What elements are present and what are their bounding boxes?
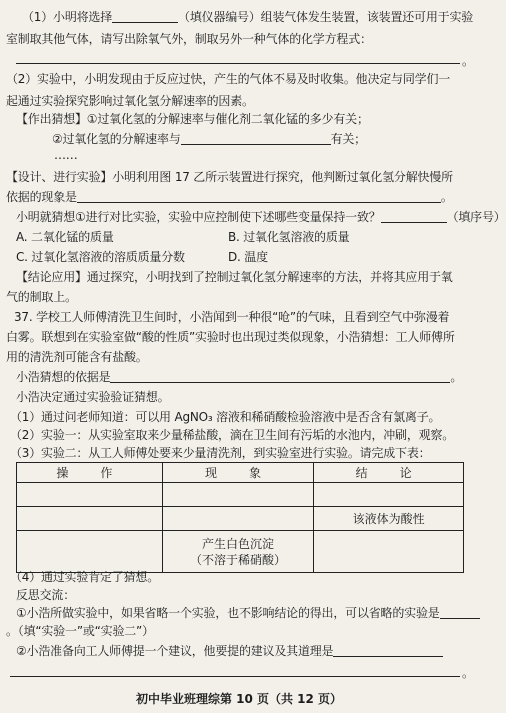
conclusion-line2: 气的制取上。 xyxy=(6,290,77,304)
q1-answer-line[interactable] xyxy=(16,63,460,64)
reflection-2-blank[interactable] xyxy=(333,643,443,657)
q37-line1: 37. 学校工人师傅清洗卫生间时，小浩闻到一种很“呛”的气味，且看到空气中弥漫着 xyxy=(14,310,450,324)
cell-operation-2[interactable] xyxy=(17,507,163,531)
header-operation: 操 作 xyxy=(17,463,163,483)
hypothesis-2-end: 有关； xyxy=(330,132,366,146)
table-row xyxy=(17,507,464,531)
hypothesis-ellipsis: …… xyxy=(54,148,78,162)
step-2: （2）实验一：从实验室取来少量稀盐酸，滴在卫生间有污垢的水池内，冲刷，观察。 xyxy=(10,428,455,442)
reflection-1-blank[interactable] xyxy=(440,605,480,619)
table-row xyxy=(17,531,464,573)
reflection-1-text: ①小浩所做实验中，如果省略一个实验，也不影响结论的得出，可以省略的实验是 xyxy=(16,606,440,620)
q1-period: 。 xyxy=(462,54,475,68)
cell-phenomenon-2[interactable] xyxy=(162,507,314,531)
header-phenomenon: 现 象 xyxy=(162,463,314,483)
q1-line1 xyxy=(22,8,473,26)
variable-question xyxy=(16,208,506,226)
q1-text-b: （填仪器编号）组装气体发生装置，该装置还可用于实验 xyxy=(178,10,474,24)
verify-line: 小浩决定通过实验验证猜想。 xyxy=(16,390,170,404)
q37-line2: 白雾。联想到在实验室做“酸的性质”实验时也出现过类似现象，小浩猜想：工人师傅所 xyxy=(6,330,455,344)
reflection-1-line1 xyxy=(16,604,480,622)
guess-basis-period: 。 xyxy=(450,370,463,384)
design-line1: 【设计、进行实验】小明利用图 17 乙所示装置进行探究，他判断过氧化氢分解快慢所 xyxy=(6,170,453,184)
design-line2 xyxy=(6,188,453,206)
precipitate-text: 产生白色沉淀 xyxy=(201,536,274,551)
cell-conclusion-1 xyxy=(314,483,464,507)
option-a: A. 二氧化锰的质量 xyxy=(16,230,114,244)
q2-line2: 起通过实验探究影响过氧化氢分解速率的因素。 xyxy=(6,94,254,108)
cell-phenomenon-precipitate xyxy=(162,531,314,573)
q37-line3: 用的清洗剂可能含有盐酸。 xyxy=(6,350,148,364)
cell-conclusion-3[interactable] xyxy=(314,531,464,573)
cell-operation-1[interactable] xyxy=(17,483,163,507)
reflection-2-period: 。 xyxy=(462,666,475,680)
header-conclusion: 结 论 xyxy=(314,463,464,483)
step-4: （4）通过实验肯定了猜想。 xyxy=(10,570,160,584)
q1-text-a: （1）小明将选择 xyxy=(22,10,113,24)
conclusion-line1: 【结论应用】通过探究，小明找到了控制过氧化氢分解速率的方法，并将其应用于氧 xyxy=(16,270,453,284)
q1-line2: 室制取其他气体，请写出除氧气外，制取另外一种气体的化学方程式： xyxy=(6,32,372,46)
cell-phenomenon-1[interactable] xyxy=(162,483,314,507)
option-d: D. 温度 xyxy=(228,250,268,264)
hypothesis-2 xyxy=(52,130,366,148)
design-basis-blank[interactable] xyxy=(77,189,441,203)
cell-conclusion-acidic: 该液体为酸性 xyxy=(314,507,464,531)
variable-question-text: 小明就猜想①进行对比实验，实验中应控制使下述哪些变量保持一致？ xyxy=(16,210,381,224)
step-1: （1）通过问老师知道：可以用 AgNO₃ 溶液和稀硝酸检验溶液中是否含有氯离子。 xyxy=(10,410,441,424)
cell-operation-3[interactable] xyxy=(17,531,163,573)
design-basis-period: 。 xyxy=(440,190,453,204)
step-3: （3）实验二：从工人师傅处要来少量清洗剂，到实验室进行实验。请完成下表： xyxy=(10,446,431,460)
table-header-row xyxy=(17,463,464,483)
hypothesis-1: 【作出猜想】①过氧化氢的分解速率与催化剂二氧化锰的多少有关； xyxy=(16,112,369,126)
page-footer: 初中毕业班理综第 10 页（共 12 页） xyxy=(135,692,343,706)
guess-basis xyxy=(16,368,462,386)
reflection-2-text: ②小浩准备向工人师傅提一个建议，他要提的建议及其道理是 xyxy=(16,644,334,658)
q2-line1: （2）实验中，小明发现由于反应过快，产生的气体不易及时收集。他决定与同学们一 xyxy=(6,72,451,86)
guess-basis-blank[interactable] xyxy=(110,369,450,383)
reflection-1-line2: 。（填“实验一”或“实验二”） xyxy=(6,624,154,638)
experiment-table xyxy=(16,462,464,573)
reflection-heading: 反思交流： xyxy=(16,588,76,602)
option-c: C. 过氧化氢溶液的溶质质量分数 xyxy=(16,250,185,264)
guess-basis-text: 小浩猜想的依据是 xyxy=(16,370,111,384)
hypothesis-2-blank[interactable] xyxy=(181,131,331,145)
design-basis-text: 依据的现象是 xyxy=(6,190,77,204)
option-b: B. 过氧化氢溶液的质量 xyxy=(228,230,350,244)
hypothesis-2-text: ②过氧化氢的分解速率与 xyxy=(52,132,181,146)
variable-hint: （填序号） xyxy=(446,210,506,224)
precipitate-note: （不溶于稀硝酸） xyxy=(189,552,286,567)
variable-blank[interactable] xyxy=(381,209,447,223)
q1-blank-instrument[interactable] xyxy=(112,9,178,23)
reflection-2 xyxy=(16,642,443,660)
table-row xyxy=(17,483,464,507)
reflection-2-answer-line[interactable] xyxy=(10,676,460,677)
